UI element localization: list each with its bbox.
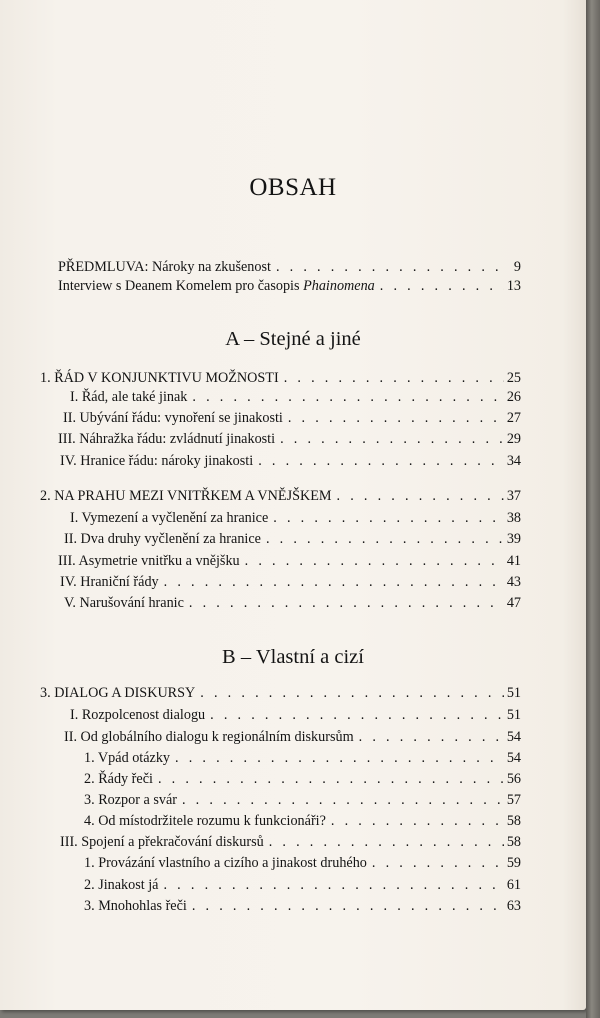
toc-page-number: 56 [506, 771, 521, 787]
toc-entry [60, 573, 521, 592]
toc-entry-label [58, 277, 375, 296]
toc-page-number: 51 [506, 707, 521, 723]
toc-leader-dots [359, 728, 504, 747]
toc-entry-label: II. Od globálního dialogu k regionálním diskursům [64, 729, 354, 745]
toc-leader-dots [258, 452, 504, 471]
toc-entry-label: 2. Jinakost já [84, 877, 159, 893]
toc-leader-dots [163, 876, 503, 895]
toc-page-number: 27 [506, 410, 521, 426]
toc-entry-label: V. Narušování hranic [64, 595, 184, 611]
toc-entry [58, 552, 521, 571]
toc-entry [70, 509, 521, 528]
toc-entry [64, 594, 521, 613]
toc-page-number: 39 [506, 531, 521, 547]
toc-entry-label: 1. Vpád otázky [84, 750, 171, 766]
toc-page-number: 37 [506, 488, 521, 504]
toc-entry [58, 430, 521, 449]
toc-leader-dots [280, 430, 504, 449]
toc-entry-label: 3. Rozpor a svár [84, 792, 177, 808]
toc-leader-dots [210, 706, 504, 725]
toc-leader-dots [288, 409, 504, 428]
toc-entry [64, 728, 521, 747]
toc-entry [84, 897, 521, 916]
toc-entry-label: IV. Hranice řádu: nároky jinakosti [60, 453, 254, 469]
toc-entry-label: IV. Hraniční řády [60, 574, 159, 590]
toc-entry [84, 791, 521, 810]
toc-page-number: 63 [506, 898, 521, 914]
toc-entry-label: 3. DIALOG A DISKURSY [40, 685, 196, 701]
toc-entry-label: 2. NA PRAHU MEZI VNITŘKEM A VNĚJŠKEM [40, 488, 332, 504]
toc-page-number: 29 [506, 431, 521, 447]
toc-entry [60, 452, 521, 471]
toc-page-number: 61 [506, 877, 521, 893]
toc-leader-dots [380, 277, 504, 296]
toc-entry-preface [58, 258, 521, 277]
toc-entry-interview [58, 277, 521, 296]
toc-leader-dots [331, 812, 504, 831]
toc-entry [84, 854, 521, 873]
toc-leader-dots [337, 487, 504, 506]
page-edge-shadow [586, 0, 600, 1018]
toc-leader-dots [158, 770, 504, 789]
toc-entry-label: I. Řád, ale také jinak [70, 389, 188, 405]
toc-leader-dots [245, 552, 504, 571]
toc-leader-dots [273, 509, 504, 528]
toc-entry-label: 1. Provázání vlastního a cizího a jinakost druhého [84, 855, 367, 871]
toc-entry-label: 3. Mnohohlas řeči [84, 898, 187, 914]
page-title: OBSAH [249, 174, 337, 201]
toc-entry-label: 4. Od místodržitele rozumu k funkcionáři? [84, 813, 326, 829]
toc-entry-label: 1. ŘÁD V KONJUNKTIVU MOŽNOSTI [40, 370, 279, 386]
toc-leader-dots [269, 833, 504, 852]
toc-page-number: 38 [506, 510, 521, 526]
toc-entry-label: I. Rozpolcenost dialogu [70, 707, 206, 723]
toc-page-number: 58 [506, 834, 521, 850]
toc-page-number: 34 [506, 453, 521, 469]
toc-leader-dots [182, 791, 504, 810]
toc-page-number: 26 [506, 389, 521, 405]
toc-leader-dots [372, 854, 504, 873]
toc-entry [70, 706, 521, 725]
toc-entry-label-text: Interview s Deanem Komelem pro časopis [58, 278, 300, 294]
toc-entry-label: III. Náhražka řádu: zvládnutí jinakosti [58, 431, 276, 447]
toc-page-number: 59 [506, 855, 521, 871]
toc-entry [60, 833, 521, 852]
toc-entry [64, 530, 521, 549]
toc-chapter-1 [40, 369, 521, 388]
toc-entry [84, 812, 521, 831]
toc-leader-dots [175, 749, 504, 768]
toc-entry-label: II. Dva druhy vyčlenění za hranice [64, 531, 261, 547]
toc-page-number: 58 [506, 813, 521, 829]
toc-entry-label: PŘEDMLUVA: Nároky na zkušenost [58, 259, 271, 275]
toc-page-number: 51 [506, 685, 521, 701]
toc-entry [84, 749, 521, 768]
toc-page-number: 41 [506, 553, 521, 569]
toc-entry [84, 876, 521, 895]
toc-entry [84, 770, 521, 789]
toc-leader-dots [192, 897, 504, 916]
toc-leader-dots [192, 388, 503, 407]
part-a-heading: A – Stejné a jiné [225, 328, 361, 350]
toc-page-number: 54 [506, 750, 521, 766]
journal-title: Phainomena [303, 278, 375, 294]
toc-entry-label: II. Ubývání řádu: vynoření se jinakosti [63, 410, 283, 426]
toc-page-number: 43 [506, 574, 521, 590]
toc-page-number: 54 [506, 729, 521, 745]
toc-page-number: 57 [506, 792, 521, 808]
toc-entry [70, 388, 521, 407]
part-b-heading: B – Vlastní a cizí [222, 646, 364, 668]
toc-entry [63, 409, 521, 428]
toc-entry-label: III. Spojení a překračování diskursů [60, 834, 264, 850]
toc-leader-dots [266, 530, 504, 549]
toc-leader-dots [284, 369, 504, 388]
toc-page-number: 9 [513, 259, 521, 275]
toc-chapter-3 [40, 684, 521, 703]
toc-page-number: 13 [506, 278, 521, 294]
toc-entry-label: 2. Řády řeči [84, 771, 153, 787]
toc-leader-dots [189, 594, 504, 613]
toc-entry-label: III. Asymetrie vnitřku a vnějšku [58, 553, 240, 569]
toc-leader-dots [164, 573, 504, 592]
toc-leader-dots [200, 684, 504, 703]
toc-page-number: 25 [506, 370, 521, 386]
toc-page-number: 47 [506, 595, 521, 611]
toc-leader-dots [276, 258, 504, 277]
toc-entry-label: I. Vymezení a vyčlenění za hranice [70, 510, 269, 526]
toc-chapter-2 [40, 487, 521, 506]
